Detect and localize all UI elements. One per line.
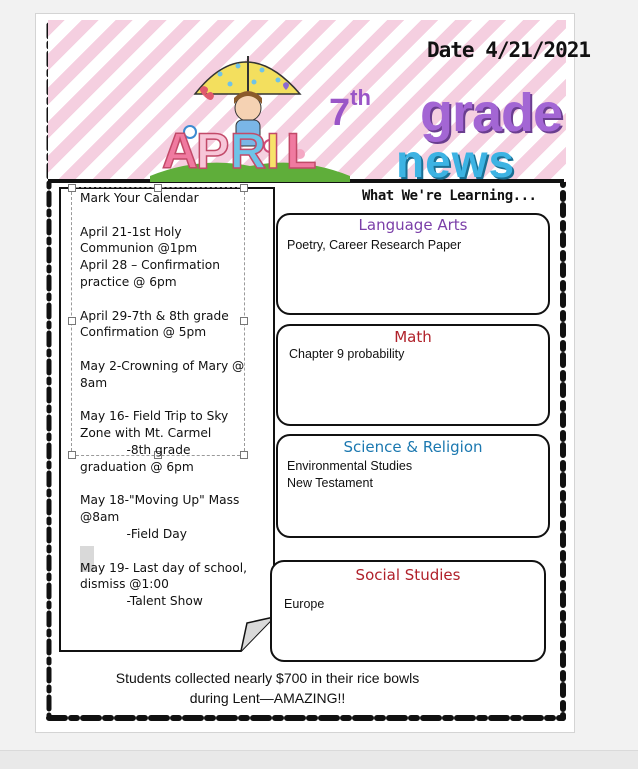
calendar-blank-line [80, 291, 250, 308]
april-letters [160, 116, 330, 176]
calendar-blank-line [80, 207, 250, 224]
grade-number-digit: 7 [329, 92, 351, 134]
subject-body-line: New Testament [287, 476, 373, 490]
calendar-line: -Field Day [80, 526, 187, 541]
subject-title: Science & Religion [343, 438, 483, 456]
news-word: news [396, 135, 516, 187]
subject-body-line: Europe [284, 597, 325, 611]
calendar-text[interactable] [80, 190, 250, 610]
calendar-line: Mark Your Calendar [80, 191, 199, 205]
april-letter-a: A [162, 123, 199, 176]
subject-title: Math [394, 328, 432, 346]
calendar-line: April 29-7th & 8th grade Confirmation @ 5pm [80, 308, 233, 340]
calendar-blank-line [80, 341, 250, 358]
subject-body-line: Chapter 9 probability [289, 347, 405, 361]
subject-title: Language Arts [358, 216, 468, 234]
subject-box-language-arts[interactable] [276, 213, 550, 315]
april-letter-i: I [266, 123, 280, 176]
grade-number-suffix: th [350, 85, 371, 110]
calendar-blank-line [80, 543, 250, 560]
subject-body-line: Environmental Studies [287, 459, 413, 473]
resize-handle[interactable] [68, 184, 76, 192]
subject-box-math[interactable] [276, 324, 550, 426]
footer-note [70, 668, 465, 708]
calendar-line: May 16- Field Trip to Sky Zone with Mt. Carmel [80, 409, 233, 441]
learning-heading: What We're Learning... [362, 188, 537, 204]
calendar-line: April 21-1st Holy Communion @1pm [80, 224, 198, 256]
resize-handle[interactable] [68, 317, 76, 325]
calendar-line: May 19- Last day of school, dismiss @1:00 [80, 560, 251, 592]
footer-line: Students collected nearly $700 in their rice bowls [115, 670, 420, 686]
grade-word: grade [420, 83, 563, 143]
subject-title: Social Studies [355, 566, 461, 584]
subject-body-line: Poetry, Career Research Paper [287, 238, 462, 252]
april-letter-l: L [286, 123, 317, 176]
calendar-line: -8th grade graduation @ 6pm [80, 442, 195, 474]
resize-handle[interactable] [68, 451, 76, 459]
subject-box-social-studies[interactable] [270, 560, 546, 662]
subject-box-science-religion[interactable] [276, 434, 550, 538]
calendar-line: -Talent Show [80, 594, 203, 609]
grade-number [329, 85, 371, 135]
april-letter-p: P [196, 123, 230, 176]
calendar-line: May 18-"Moving Up" Mass @8am [80, 493, 244, 525]
calendar-line: May 2-Crowning of Mary @ 8am [80, 358, 249, 390]
footer-line: during Lent—AMAZING!! [189, 690, 346, 706]
calendar-blank-line [80, 476, 250, 493]
april-letter-r: R [230, 123, 267, 176]
issue-date: Date 4/21/2021 [427, 38, 591, 62]
calendar-line: April 28 – Confirmation practice @ 6pm [80, 258, 224, 289]
calendar-blank-line [80, 392, 250, 409]
window-status-strip [0, 750, 638, 769]
